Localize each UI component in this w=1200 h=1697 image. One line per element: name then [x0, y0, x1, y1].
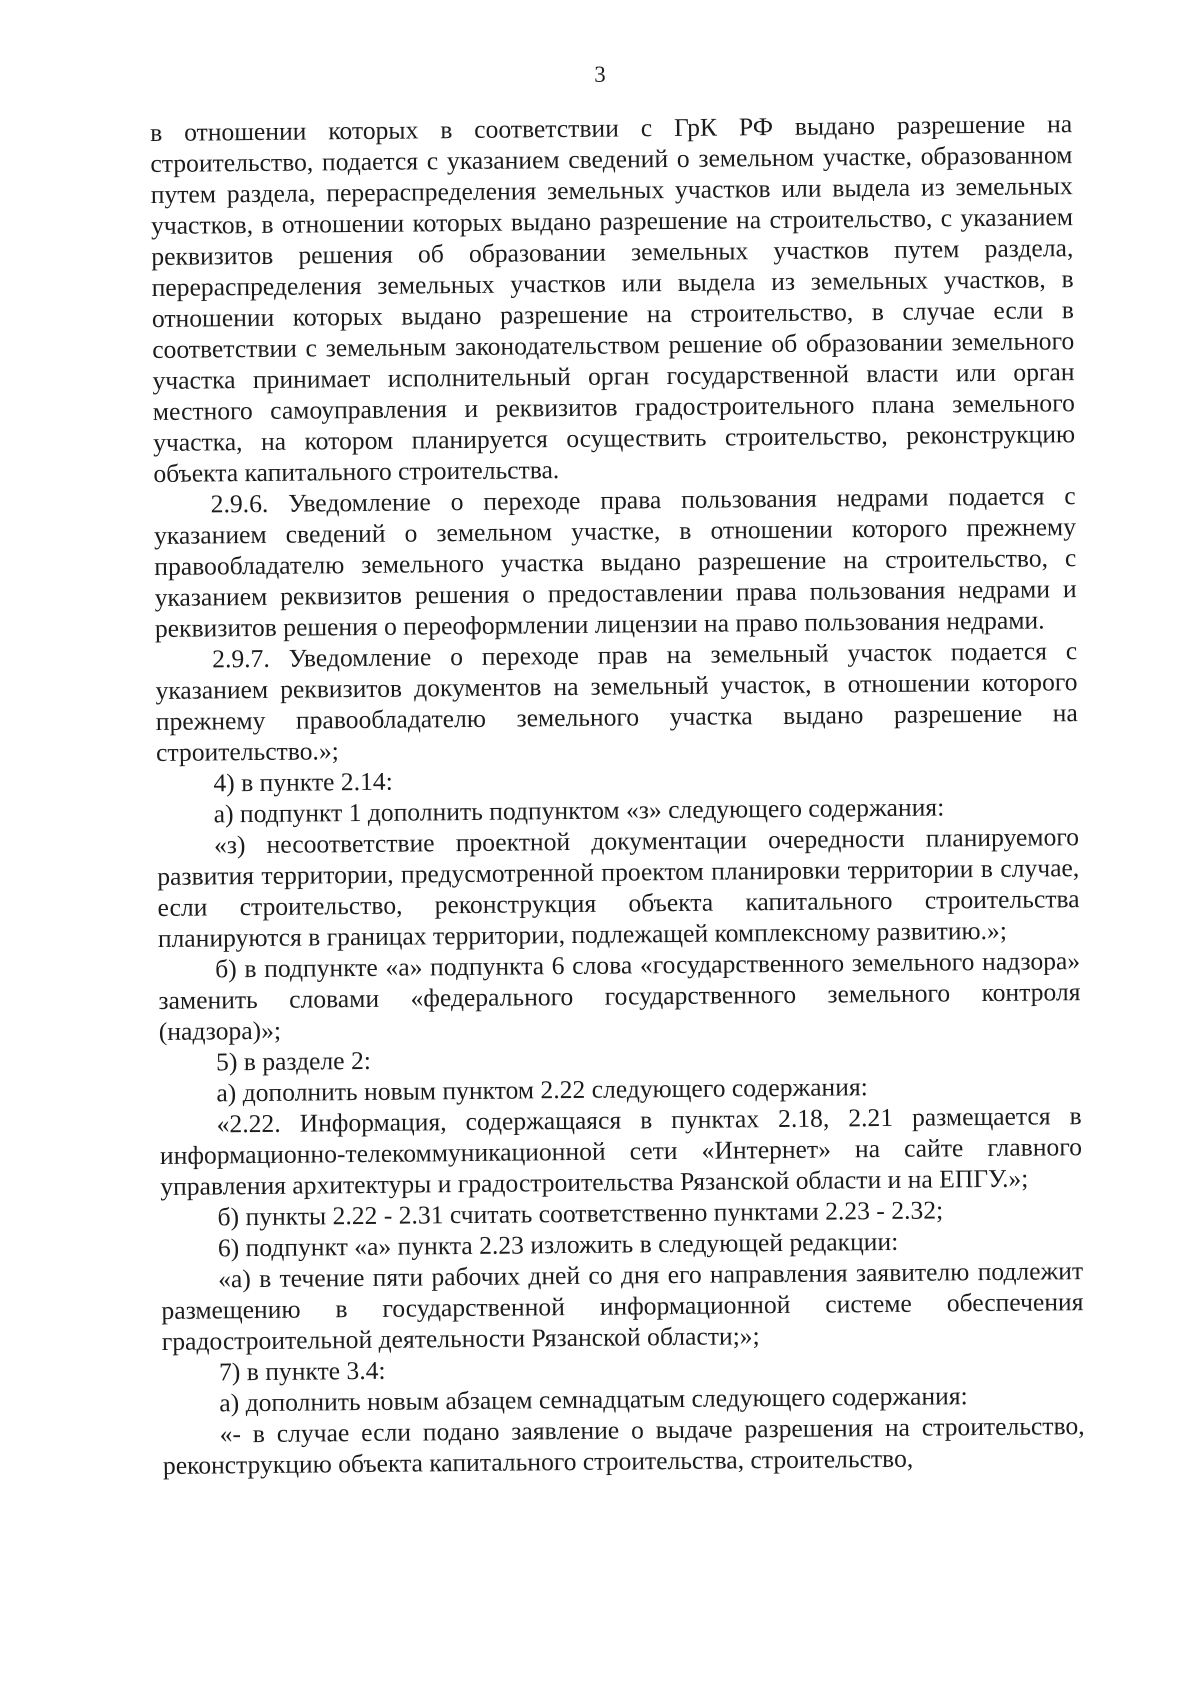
paragraph: в отношении которых в соответствии с ГрК РФ выдано разрешение на строительство, подается с указанием сведений о земельном участке, образованном путем раздела, перераспределения земельных участков или выдела из земельных участков, в отношении которых выдано разрешение на строительство, с указанием реквизитов решения об образовании земельных участков путем раздела, перераспределения земельных участков или выдела из земельных участков, в отношении которых выдано разрешение на строительство, в случае если в соответствии с земельным законодательством решение об образовании земельного участка принимает исполнительный орган государственной власти или орган местного самоуправления и реквизитов градостроительного плана земельного участка, на котором планируется осуществить строительство, реконструкцию объекта капитального строительства.: [150, 109, 1076, 488]
paragraph: «2.22. Информация, содержащаяся в пунктах 2.18, 2.21 размещается в информационно-телекоммуникационной сети «Интернет» на сайте главного управления архитектуры и градостроительства Рязанской области и на ЕПГУ.»;: [159, 1101, 1083, 1201]
paragraph: «а) в течение пяти рабочих дней со дня его направления заявителю подлежит размещению в государственной информационной системе обеспечения градостроительной деятельности Рязанской области;»;: [161, 1256, 1084, 1356]
paragraph: «- в случае если подано заявление о выдаче разрешения на строительство, реконструкцию объекта капитального строительства, строительство,: [162, 1411, 1085, 1480]
paragraph: 2.9.6. Уведомление о переходе права пользования недрами подается с указанием сведений о земельном участке, в отношении которого прежнему правообладателю земельного участка выдано разрешение на строительство, с указанием реквизитов решения о предоставлении права пользования недрами и реквизитов решения о переоформлении лицензии на право пользования недрами.: [153, 481, 1077, 643]
paragraph: а) дополнить новым пунктом 2.22 следующего содержания:: [216, 1072, 868, 1108]
paragraph: б) в подпункте «а» подпункта 6 слова «государственного земельного надзора» заменить словами «федерального государственного земельного контроля (надзора)»;: [158, 946, 1081, 1046]
paragraph: 4) в пункте 2.14:: [213, 766, 393, 798]
page-number: 3: [594, 62, 606, 87]
paragraph: 5) в разделе 2:: [215, 1045, 372, 1077]
paragraph: «з) несоответствие проектной документации очередности планируемого развития территории, предусмотренной проектом планировки территории в случае, если строительство, реконструкция объекта капитального строительства планируются в границах территории, подлежащей комплексному развитию.»;: [157, 822, 1080, 953]
paragraph: 7) в пункте 3.4:: [218, 1355, 386, 1387]
paragraph: 2.9.7. Уведомление о переходе прав на земельный участок подается с указанием реквизитов документов на земельный участок, в отношении которого прежнему правообладателю земельного участка выдано разрешение на строительство.»;: [155, 636, 1078, 767]
paragraph: а) дополнить новым абзацем семнадцатым следующего содержания:: [219, 1381, 968, 1418]
document-body: [150, 108, 1085, 1481]
paragraph: б) пункты 2.22 - 2.31 считать соответственно пунктами 2.23 - 2.32;: [217, 1195, 944, 1232]
paragraph: 6) подпункт «а» пункта 2.23 изложить в следующей редакции:: [217, 1226, 899, 1263]
paragraph: а) подпункт 1 дополнить подпунктом «з» следующего содержания:: [213, 792, 945, 829]
